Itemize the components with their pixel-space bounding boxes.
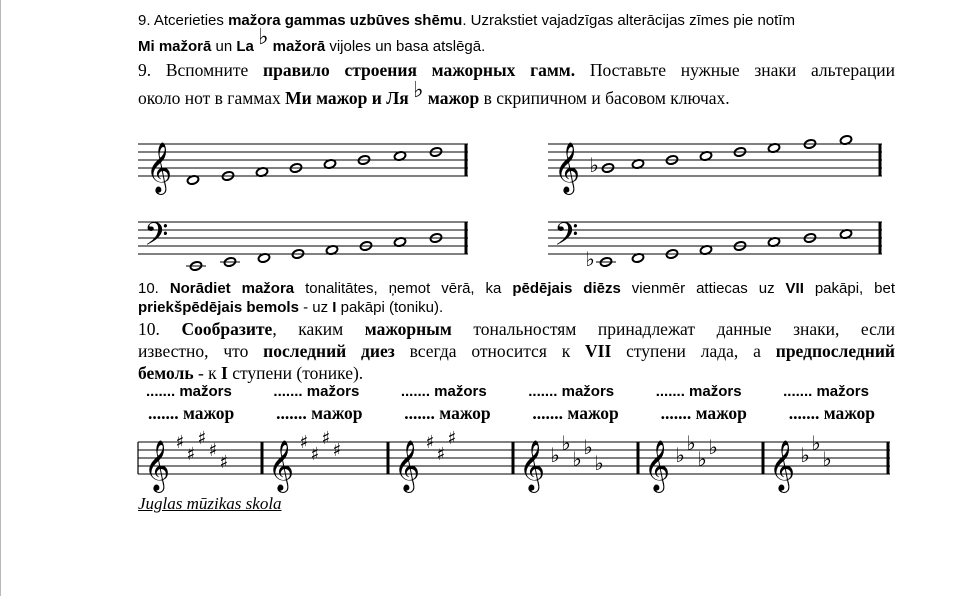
answer-blanks-ru [138,403,895,424]
answer-blank[interactable]: ....... mažors [783,383,869,400]
sharp-sign-icon: ♯ [197,428,207,449]
task10-lv-line2: priekšpēdējais bemols - uz I pakāpi (toniku). [138,299,444,316]
sharp-sign-icon: ♯ [321,428,331,449]
task10-lv-line1: 10. Norādiet mažora tonalitātes, ņemot vērā, ka pēdējais diēzs vienmēr attiecas uz VII pakāpi, bet [138,280,895,297]
answer-blank[interactable]: ....... мажор [660,403,747,423]
staff-a-flat-major-bass [548,208,888,272]
sharp-sign-icon: ♯ [310,444,320,465]
answer-blank[interactable]: ....... мажор [788,403,875,423]
task9-lv-line1: 9. Atcerieties mažora gammas uzbūves shēmu. Uzrakstiet vajadzīgas alterācijas zīmes pie notīm [138,12,795,29]
flat-sign-icon: ♭ [585,247,595,271]
flat-sign-icon: ♭ [800,443,810,467]
answer-blank[interactable]: ....... mažors [400,383,487,400]
flat-sign-icon: ♭ [589,153,599,177]
answer-blank[interactable]: ....... мажор [276,403,363,423]
flat-symbol: ♭ [258,24,269,49]
flat-sign-icon: ♭ [697,447,707,471]
treble-clef-icon: 𝄞 [144,440,171,491]
task9-ru-line2: около нот в гаммах Ми мажор и Ля ♭ мажор в скрипичном и басовом ключах. [138,77,730,108]
treble-clef-icon: 𝄞 [146,142,173,193]
answer-blank[interactable]: ....... мажор [532,403,619,423]
page-left-border [0,0,1,596]
sharp-sign-icon: ♯ [447,428,457,449]
bass-clef-icon: 𝄢 [554,216,579,260]
staff-e-major-treble [138,130,473,194]
flat-sign-icon: ♭ [572,447,582,471]
sharp-sign-icon: ♯ [436,444,446,465]
flat-sign-icon: ♭ [583,435,593,459]
answer-blanks-lv [138,383,895,400]
task-number: 9. [138,12,151,29]
footer-school-name: Juglas mūzikas skola [138,494,282,513]
treble-clef-icon: 𝄞 [769,440,796,491]
flat-sign-icon: ♭ [561,431,571,455]
sharp-sign-icon: ♯ [186,444,196,465]
sharp-sign-icon: ♯ [332,440,342,461]
answer-blank[interactable]: ....... mažors [146,383,232,400]
treble-clef-icon: 𝄞 [394,440,421,491]
answer-blank[interactable]: ....... мажор [404,403,491,423]
task9-ru-line1: 9. Вспомните правило строения мажорных гамм. Поставьте нужные знаки альтерации [138,60,895,80]
treble-clef-icon: 𝄞 [519,440,546,491]
sharp-sign-icon: ♯ [425,432,435,453]
flat-sign-icon: ♭ [550,443,560,467]
flat-sign-icon: ♭ [675,443,685,467]
staff-a-flat-major-treble [548,130,888,194]
bass-clef-icon: 𝄢 [144,216,169,260]
treble-clef-icon: 𝄞 [268,440,295,491]
sharp-sign-icon: ♯ [299,432,309,453]
sharp-sign-icon: ♯ [208,440,218,461]
answer-blank[interactable]: ....... mažors [528,383,615,400]
flat-sign-icon: ♭ [822,447,832,471]
flat-sign-icon: ♭ [811,431,821,455]
task9-lv-line2: Mi mažorā un La ♭ mažorā vijoles un basa atslēgā. [138,24,486,55]
sharp-sign-icon: ♯ [219,452,229,473]
task10-ru-line3: бемоль - к I ступени (тонике). [138,363,364,383]
answer-blank[interactable]: ....... мажор [148,403,235,423]
treble-clef-icon: 𝄞 [554,142,581,193]
flat-sign-icon: ♭ [594,451,604,475]
staff-key-signatures [138,428,890,492]
staff-e-major-bass [138,208,473,272]
task10-ru-line2: известно, что последний диез всегда относится к VII ступени лада, а предпоследний [138,341,895,361]
flat-sign-icon: ♭ [708,435,718,459]
treble-clef-icon: 𝄞 [644,440,671,491]
flat-sign-icon: ♭ [686,431,696,455]
answer-blank[interactable]: ....... mažors [655,383,742,400]
flat-symbol: ♭ [413,77,424,102]
answer-blank[interactable]: ....... mažors [273,383,360,400]
sharp-sign-icon: ♯ [175,432,185,453]
task10-ru-line1: 10. Сообразите, каким мажорным тональностям принадлежат данные знаки, если [138,319,896,339]
